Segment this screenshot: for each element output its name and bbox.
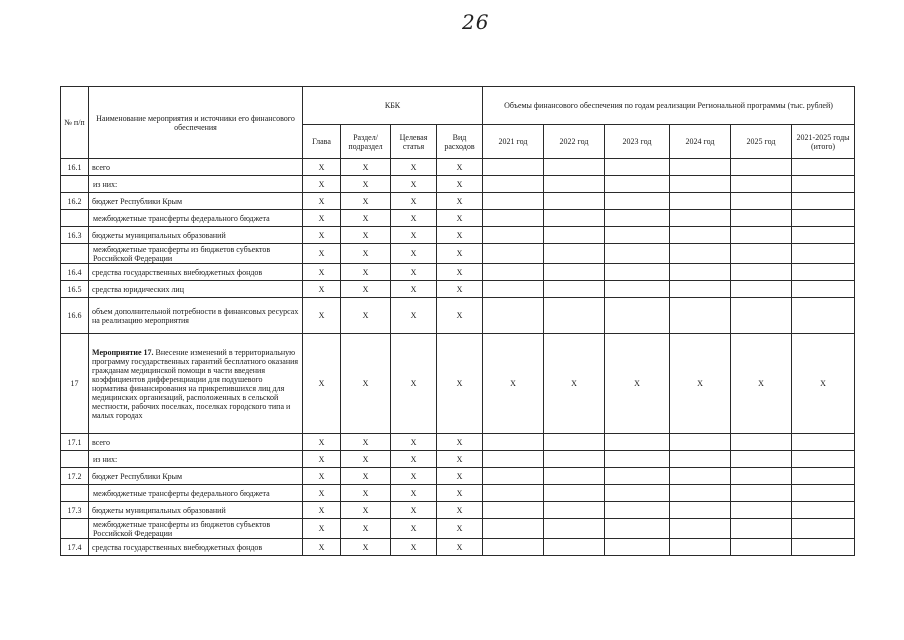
kbk-cell: X	[341, 468, 391, 485]
year-cell: X	[544, 334, 605, 434]
year-cell	[792, 210, 855, 227]
year-cell	[792, 244, 855, 264]
year-cell	[731, 502, 792, 519]
kbk-cell: X	[341, 334, 391, 434]
year-cell	[483, 502, 544, 519]
header-year-2022: 2022 год	[544, 125, 605, 159]
year-cell	[483, 264, 544, 281]
year-cell	[670, 227, 731, 244]
kbk-cell: X	[437, 539, 483, 556]
kbk-cell: X	[341, 485, 391, 502]
year-cell	[731, 298, 792, 334]
kbk-cell: X	[303, 468, 341, 485]
year-cell	[731, 539, 792, 556]
year-cell	[605, 227, 670, 244]
kbk-cell: X	[437, 176, 483, 193]
header-kbk-razdel: Раздел/ подраздел	[341, 125, 391, 159]
table-row	[61, 244, 855, 264]
kbk-cell: X	[437, 502, 483, 519]
kbk-cell: X	[437, 468, 483, 485]
table-row	[61, 434, 855, 451]
year-cell	[544, 227, 605, 244]
row-number	[61, 519, 89, 539]
year-cell	[670, 519, 731, 539]
year-cell	[544, 502, 605, 519]
kbk-cell: X	[303, 519, 341, 539]
table-row	[61, 539, 855, 556]
year-cell	[544, 485, 605, 502]
year-cell	[670, 451, 731, 468]
year-cell	[544, 244, 605, 264]
row-number	[61, 176, 89, 193]
kbk-cell: X	[341, 159, 391, 176]
year-cell	[483, 485, 544, 502]
year-cell	[731, 210, 792, 227]
kbk-cell: X	[341, 281, 391, 298]
year-cell	[605, 451, 670, 468]
year-cell	[670, 539, 731, 556]
table-row	[61, 468, 855, 485]
header-num: № п/п	[61, 87, 89, 159]
kbk-cell: X	[341, 227, 391, 244]
kbk-cell: X	[437, 244, 483, 264]
row-name: из них:	[89, 176, 303, 193]
year-cell	[605, 502, 670, 519]
year-cell	[670, 244, 731, 264]
year-cell	[731, 244, 792, 264]
year-cell	[483, 193, 544, 210]
kbk-cell: X	[391, 176, 437, 193]
row-number: 16.4	[61, 264, 89, 281]
kbk-cell: X	[303, 159, 341, 176]
kbk-cell: X	[303, 193, 341, 210]
row-name: межбюджетные трансферты из бюджетов субъектов Российской Федерации	[89, 244, 303, 264]
kbk-cell: X	[437, 193, 483, 210]
kbk-cell: X	[391, 244, 437, 264]
year-cell	[544, 264, 605, 281]
year-cell	[544, 210, 605, 227]
kbk-cell: X	[391, 519, 437, 539]
year-cell	[731, 227, 792, 244]
year-cell	[605, 264, 670, 281]
row-number	[61, 485, 89, 502]
year-cell	[605, 298, 670, 334]
year-cell	[670, 502, 731, 519]
table-row	[61, 281, 855, 298]
header-year-2021: 2021 год	[483, 125, 544, 159]
row-number: 17.4	[61, 539, 89, 556]
kbk-cell: X	[391, 434, 437, 451]
year-cell	[544, 176, 605, 193]
year-cell	[544, 159, 605, 176]
row-name: межбюджетные трансферты федерального бюджета	[89, 485, 303, 502]
kbk-cell: X	[437, 434, 483, 451]
year-cell	[792, 176, 855, 193]
kbk-cell: X	[391, 298, 437, 334]
kbk-cell: X	[391, 159, 437, 176]
kbk-cell: X	[391, 281, 437, 298]
row-number: 17	[61, 334, 89, 434]
kbk-cell: X	[437, 451, 483, 468]
row-number: 16.1	[61, 159, 89, 176]
row-name: средства юридических лиц	[89, 281, 303, 298]
table-row	[61, 264, 855, 281]
year-cell: X	[483, 334, 544, 434]
header-kbk-statya: Целевая статья	[391, 125, 437, 159]
header-kbk: КБК	[303, 87, 483, 125]
year-cell	[731, 468, 792, 485]
year-cell	[670, 298, 731, 334]
table-row	[61, 159, 855, 176]
kbk-cell: X	[391, 227, 437, 244]
year-cell	[670, 434, 731, 451]
row-number: 16.3	[61, 227, 89, 244]
kbk-cell: X	[303, 264, 341, 281]
year-cell	[483, 176, 544, 193]
year-cell	[731, 264, 792, 281]
year-cell	[792, 468, 855, 485]
year-cell	[483, 451, 544, 468]
kbk-cell: X	[303, 281, 341, 298]
kbk-cell: X	[341, 176, 391, 193]
year-cell	[483, 468, 544, 485]
kbk-cell: X	[391, 210, 437, 227]
kbk-cell: X	[391, 468, 437, 485]
year-cell	[605, 193, 670, 210]
kbk-cell: X	[341, 264, 391, 281]
year-cell	[483, 298, 544, 334]
year-cell	[792, 264, 855, 281]
kbk-cell: X	[303, 227, 341, 244]
year-cell	[792, 193, 855, 210]
row-name: межбюджетные трансферты федерального бюджета	[89, 210, 303, 227]
year-cell	[483, 539, 544, 556]
year-cell: X	[670, 334, 731, 434]
kbk-cell: X	[303, 539, 341, 556]
kbk-cell: X	[391, 264, 437, 281]
row-number: 16.6	[61, 298, 89, 334]
row-name: средства государственных внебюджетных фондов	[89, 264, 303, 281]
year-cell	[544, 298, 605, 334]
year-cell	[792, 298, 855, 334]
year-cell	[792, 539, 855, 556]
year-cell	[544, 434, 605, 451]
page-number: 26	[462, 10, 490, 34]
kbk-cell: X	[391, 539, 437, 556]
row-number: 17.1	[61, 434, 89, 451]
kbk-cell: X	[437, 485, 483, 502]
year-cell	[544, 539, 605, 556]
row-number: 16.5	[61, 281, 89, 298]
year-cell	[605, 434, 670, 451]
header-year-total: 2021-2025 годы (итого)	[792, 125, 855, 159]
kbk-cell: X	[437, 210, 483, 227]
row-number: 16.2	[61, 193, 89, 210]
year-cell	[731, 485, 792, 502]
kbk-cell: X	[391, 334, 437, 434]
table-row	[61, 176, 855, 193]
row-name: бюджеты муниципальных образований	[89, 227, 303, 244]
kbk-cell: X	[437, 298, 483, 334]
year-cell	[731, 519, 792, 539]
table-row	[61, 298, 855, 334]
row-name: бюджеты муниципальных образований	[89, 502, 303, 519]
kbk-cell: X	[391, 193, 437, 210]
year-cell	[605, 281, 670, 298]
table-row	[61, 193, 855, 210]
kbk-cell: X	[303, 451, 341, 468]
table-row	[61, 451, 855, 468]
row-number	[61, 244, 89, 264]
kbk-cell: X	[437, 159, 483, 176]
year-cell	[731, 281, 792, 298]
kbk-cell: X	[303, 334, 341, 434]
year-cell	[670, 176, 731, 193]
kbk-cell: X	[341, 210, 391, 227]
row-name-text: Внесение изменений в территориальную программу государственных гарантий бесплатного оказания гражданам медицинской помощи в части введения коэффициентов дифференциации для подушевого норматива финансирования на прикрепившихся лиц для медицинских организаций, расположенных в сельской местности, рабочих поселках, поселках городского типа и малых городах	[92, 347, 299, 420]
year-cell: X	[605, 334, 670, 434]
year-cell	[792, 434, 855, 451]
header-year-2023: 2023 год	[605, 125, 670, 159]
year-cell: X	[792, 334, 855, 434]
kbk-cell: X	[341, 193, 391, 210]
table-row	[61, 227, 855, 244]
year-cell	[670, 281, 731, 298]
year-cell	[670, 468, 731, 485]
kbk-cell: X	[391, 502, 437, 519]
year-cell	[605, 519, 670, 539]
kbk-cell: X	[437, 227, 483, 244]
header-volumes: Объемы финансового обеспечения по годам реализации Региональной программы (тыс. рублей)	[483, 87, 855, 125]
year-cell	[792, 281, 855, 298]
year-cell	[544, 468, 605, 485]
year-cell	[544, 281, 605, 298]
kbk-cell: X	[437, 281, 483, 298]
year-cell	[483, 227, 544, 244]
row-name: межбюджетные трансферты из бюджетов субъектов Российской Федерации	[89, 519, 303, 539]
header-year-2024: 2024 год	[670, 125, 731, 159]
year-cell	[605, 468, 670, 485]
year-cell	[731, 159, 792, 176]
year-cell	[483, 434, 544, 451]
year-cell	[670, 264, 731, 281]
row-name: средства государственных внебюджетных фондов	[89, 539, 303, 556]
year-cell	[670, 159, 731, 176]
kbk-cell: X	[437, 264, 483, 281]
header-name: Наименование мероприятия и источники его финансового обеспечения	[89, 87, 303, 159]
year-cell	[731, 434, 792, 451]
year-cell	[670, 485, 731, 502]
year-cell	[731, 193, 792, 210]
year-cell	[792, 502, 855, 519]
row-number: 17.3	[61, 502, 89, 519]
row-number	[61, 451, 89, 468]
year-cell	[483, 519, 544, 539]
table-row	[61, 210, 855, 227]
year-cell	[483, 244, 544, 264]
kbk-cell: X	[341, 502, 391, 519]
row-name: всего	[89, 434, 303, 451]
kbk-cell: X	[437, 519, 483, 539]
row-name	[89, 334, 303, 434]
year-cell	[731, 176, 792, 193]
kbk-cell: X	[341, 451, 391, 468]
year-cell	[605, 210, 670, 227]
table-row	[61, 334, 855, 434]
year-cell	[483, 281, 544, 298]
table-row	[61, 519, 855, 539]
year-cell	[605, 485, 670, 502]
row-number	[61, 210, 89, 227]
kbk-cell: X	[391, 451, 437, 468]
row-number: 17.2	[61, 468, 89, 485]
header-kbk-glava: Глава	[303, 125, 341, 159]
kbk-cell: X	[303, 244, 341, 264]
row-name: всего	[89, 159, 303, 176]
year-cell	[792, 159, 855, 176]
row-name-lead: Мероприятие 17.	[92, 347, 154, 357]
row-name: бюджет Республики Крым	[89, 468, 303, 485]
kbk-cell: X	[303, 176, 341, 193]
kbk-cell: X	[437, 334, 483, 434]
kbk-cell: X	[303, 502, 341, 519]
kbk-cell: X	[341, 244, 391, 264]
year-cell	[483, 210, 544, 227]
kbk-cell: X	[303, 210, 341, 227]
year-cell	[483, 159, 544, 176]
kbk-cell: X	[303, 298, 341, 334]
kbk-cell: X	[341, 539, 391, 556]
row-name: объем дополнительной потребности в финансовых ресурсах на реализацию мероприятия	[89, 298, 303, 334]
year-cell	[605, 244, 670, 264]
year-cell: X	[731, 334, 792, 434]
kbk-cell: X	[341, 434, 391, 451]
kbk-cell: X	[341, 298, 391, 334]
financing-table	[60, 86, 855, 556]
table-row	[61, 502, 855, 519]
header-year-2025: 2025 год	[731, 125, 792, 159]
kbk-cell: X	[391, 485, 437, 502]
year-cell	[670, 193, 731, 210]
year-cell	[605, 159, 670, 176]
year-cell	[605, 539, 670, 556]
year-cell	[792, 485, 855, 502]
row-name: бюджет Республики Крым	[89, 193, 303, 210]
table-body	[61, 159, 855, 556]
year-cell	[544, 451, 605, 468]
year-cell	[731, 451, 792, 468]
year-cell	[605, 176, 670, 193]
year-cell	[544, 193, 605, 210]
row-name: из них:	[89, 451, 303, 468]
year-cell	[792, 519, 855, 539]
kbk-cell: X	[341, 519, 391, 539]
year-cell	[792, 227, 855, 244]
kbk-cell: X	[303, 434, 341, 451]
year-cell	[670, 210, 731, 227]
header-kbk-vid: Вид расходов	[437, 125, 483, 159]
year-cell	[544, 519, 605, 539]
year-cell	[792, 451, 855, 468]
kbk-cell: X	[303, 485, 341, 502]
table-row	[61, 485, 855, 502]
